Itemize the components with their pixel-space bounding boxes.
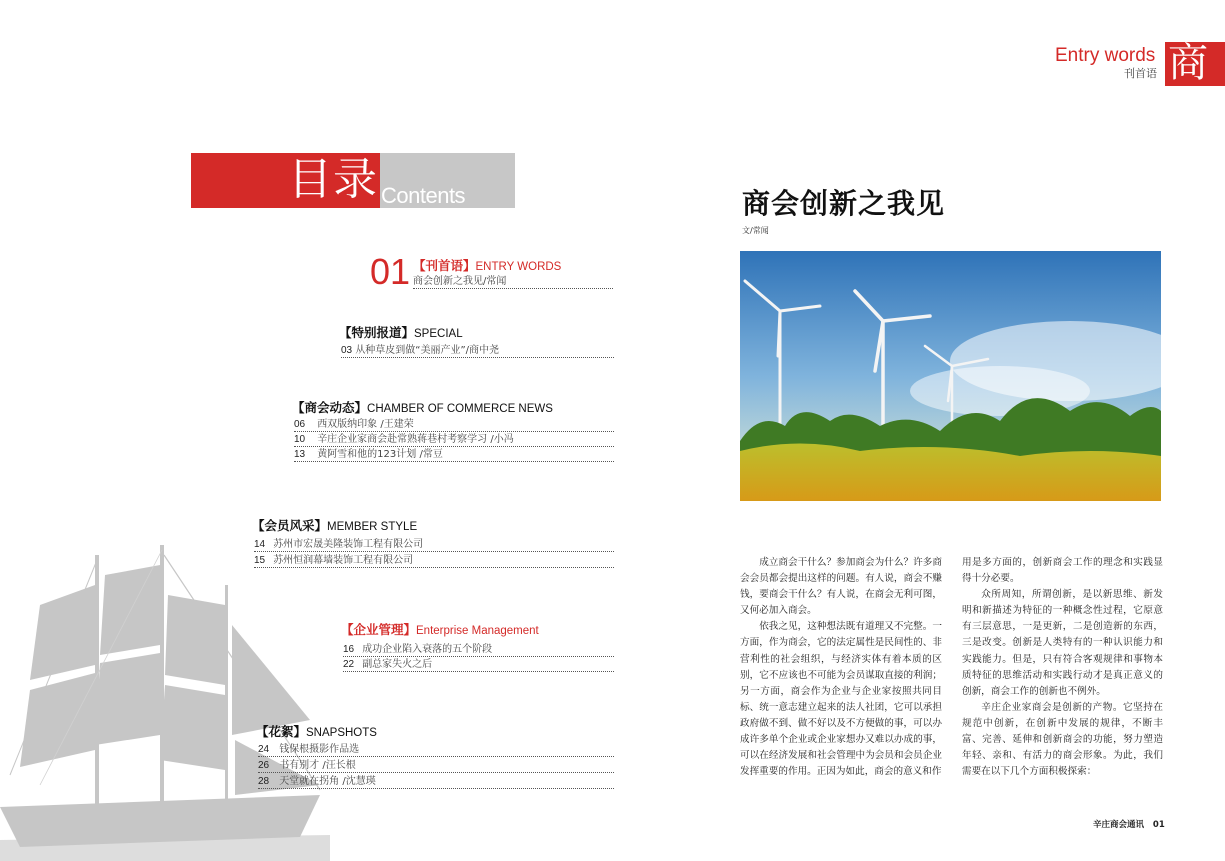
toc-item[interactable] xyxy=(294,418,614,432)
footer-page-number: 01 xyxy=(1152,820,1165,830)
toc-item-text: 苏州市宏晟美隆装饰工程有限公司 xyxy=(273,539,424,550)
toc-item-text: 商会创新之我见/常闻 xyxy=(413,276,507,287)
toc-section-heading-special xyxy=(339,325,463,342)
toc-item-page: 03 xyxy=(341,345,353,356)
toc-item[interactable] xyxy=(254,554,614,568)
section-title-en: SPECIAL xyxy=(414,328,463,340)
section-title-en: Enterprise Management xyxy=(416,625,539,637)
article-author: 文/常闻 xyxy=(742,226,769,235)
article-paragraph: 众所周知，所谓创新，是以新思维、新发明和新描述为特征的一种概念性过程，它原意有三层意思，一是更新，二是创造新的东西，三是改变。创新是人类特有的一种认识能力和实践能力。但是，只有符合客观规律和事物本质特征的思维活动和实践行动才是真正意义的创新，商会工作的创新也不例外。 xyxy=(962,589,1163,697)
toc-item-text: 钱保根摄影作品选 xyxy=(279,744,360,755)
section-title-cn: 【商会动态】 xyxy=(292,400,368,415)
toc-section-heading-entry-words xyxy=(413,258,561,275)
section-title-cn: 【特别报道】 xyxy=(339,325,415,340)
toc-item-text: 苏州恒润幕墙装饰工程有限公司 xyxy=(273,555,414,566)
page-footer xyxy=(1093,819,1165,831)
toc-item-text: 副总家失火之后 xyxy=(362,659,433,670)
toc-item-page: 15 xyxy=(254,555,266,566)
entry-words-title: Entry words xyxy=(1055,45,1156,66)
article-paragraph: 用是多方面的，创新商会工作的理念和实践显得十分必要。 xyxy=(962,557,1163,585)
toc-item[interactable] xyxy=(258,743,614,757)
toc-item[interactable] xyxy=(341,344,614,358)
entry-words-badge-char: 商 xyxy=(1168,40,1208,86)
section-title-en: SNAPSHOTS xyxy=(306,727,377,739)
section-title-cn: 【会员风采】 xyxy=(252,518,328,533)
toc-item[interactable] xyxy=(258,775,614,789)
article-paragraph: 依我之见，这种想法既有道理又不完整。一方面，作为商会，它的法定属性是民间性的、非营利性的社会组织，与经济实体有着本质的区别，它不应该也不可能为会员谋取直接的利润；另一方面，商会作为企业与企业家按照共同目标、统一意志建立起来的法人社团，它可以承担政府做不到、做不好以及不方便做的事，可以办成许多单个企业或企业家想办又难以办成的事，可以在经济发展和社会管理中为会员和会员企业发挥重要的作用。正因为如此，商会的意义和作 xyxy=(740,621,942,778)
article-title: 商会创新之我见 xyxy=(742,187,946,220)
contents-title-en: Contents xyxy=(381,183,466,208)
toc-item-page: 16 xyxy=(343,644,355,655)
toc-section-heading-snapshots xyxy=(256,724,377,741)
toc-item-text: 天堂就在拐角 /沈慧瑛 xyxy=(279,776,376,787)
toc-item-text: 书有别才 /汪长根 xyxy=(279,760,356,771)
toc-item-page: 22 xyxy=(343,659,355,670)
toc-item[interactable] xyxy=(413,275,613,289)
article-paragraph: 成立商会干什么？参加商会为什么？许多商会会员都会提出这样的问题。有人说，商会不赚钱，要商会干什么？有人说，在商会无利可图，又何必加入商会。 xyxy=(740,557,942,617)
toc-item-page: 26 xyxy=(258,760,270,771)
toc-section-heading-member-style xyxy=(252,518,417,535)
toc-item[interactable] xyxy=(294,433,614,447)
toc-item[interactable] xyxy=(294,448,614,462)
toc-item-page: 10 xyxy=(294,434,306,445)
toc-item[interactable] xyxy=(343,643,614,657)
section-title-cn: 【刊首语】 xyxy=(413,258,476,273)
toc-item[interactable] xyxy=(254,538,614,552)
toc-item-text: 西双版纳印象 /王建荣 xyxy=(317,419,414,430)
toc-item-page: 06 xyxy=(294,419,306,430)
toc-section-heading-chamber-news xyxy=(292,400,553,417)
toc-item-page: 13 xyxy=(294,449,306,460)
toc-item[interactable] xyxy=(258,759,614,773)
section-number: 01 xyxy=(370,251,411,292)
sailing-ship-illustration xyxy=(0,545,330,861)
section-title-cn: 【花絮】 xyxy=(256,724,307,739)
entry-words-subtitle: 刊首语 xyxy=(1124,67,1157,80)
toc-item[interactable] xyxy=(343,658,614,672)
footer-publication: 辛庄商会通讯 xyxy=(1093,820,1145,830)
section-title-en: MEMBER STYLE xyxy=(327,521,418,533)
toc-item-page: 24 xyxy=(258,744,270,755)
article-paragraph: 辛庄企业家商会是创新的产物。它坚持在规范中创新，在创新中发展的规律，不断丰富、完善、延伸和创新商会的功能，努力塑造年轻、亲和、有活力的商会形象。为此，我们需要在以下几个方面积极探索： xyxy=(962,701,1163,778)
article-column-2 xyxy=(962,555,1163,780)
toc-item-page: 28 xyxy=(258,776,270,787)
toc-item-text: 成功企业陷入衰落的五个阶段 xyxy=(362,644,493,655)
toc-item-text: 从种草皮到做“美丽产业”/商中尧 xyxy=(355,345,500,356)
toc-item-page: 14 xyxy=(254,539,266,550)
section-title-cn: 【企业管理】 xyxy=(341,622,417,637)
wind-turbines-photo xyxy=(740,251,1161,501)
toc-section-heading-enterprise-management xyxy=(341,622,539,639)
toc-item-text: 黄阿雪和他的123计划 /常豆 xyxy=(317,449,443,460)
section-title-en: CHAMBER OF COMMERCE NEWS xyxy=(367,403,553,415)
toc-item-text: 辛庄企业家商会赴常熟蒋巷村考察学习 /小冯 xyxy=(317,434,514,445)
section-title-en: ENTRY WORDS xyxy=(475,261,562,273)
article-column-1 xyxy=(740,555,942,780)
contents-title-cn: 目录 xyxy=(288,154,378,205)
